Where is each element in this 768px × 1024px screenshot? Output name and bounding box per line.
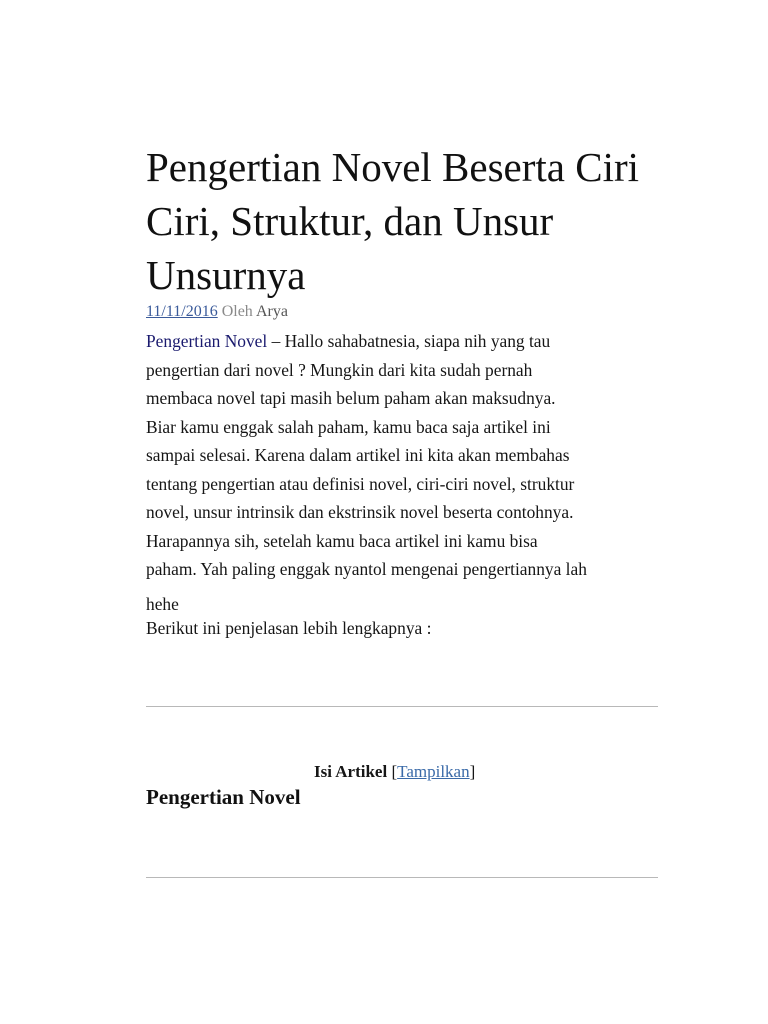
toc-title: Isi Artikel [314,762,388,781]
paragraph-line: Berikut ini penjelasan lebih lengkapnya : [146,618,432,638]
section-divider [146,877,658,878]
paragraph-line: tentang pengertian atau definisi novel, ciri-ciri novel, struktur [146,473,575,494]
section-heading: Pengertian Novel [146,785,301,809]
paragraph-line: hehe [146,593,179,614]
paragraph-line: sampai selesai. Karena dalam artikel ini kita akan membahas [146,445,570,465]
paragraph-line: membaca novel tapi masih belum paham akan maksudnya. [146,388,556,408]
paragraph-line: paham. Yah paling enggak nyantol mengenai pengertiannya lah [146,559,587,579]
paragraph-line [146,327,660,356]
paragraph-line: pengertian dari novel ? Mungkin dari kita sudah pernah [146,359,533,380]
table-of-contents [314,761,475,783]
paragraph-line: Biar kamu enggak salah paham, kamu baca saja artikel ini [146,416,551,437]
paragraph-line-text: – Hallo sahabatnesia, siapa nih yang tau [267,331,551,351]
article-intro-paragraph [146,327,660,643]
author-by-label: Oleh [221,303,253,320]
lead-keyword-link[interactable]: Pengertian Novel [146,331,268,351]
article-meta [146,301,288,323]
article-author[interactable]: Arya [255,303,288,320]
article-title: Pengertian Novel Beserta Ciri Ciri, Struktur, dan Unsur Unsurnya [146,144,640,298]
toc-bracket-close: ] [469,762,476,781]
paragraph-line: novel, unsur intrinsik dan ekstrinsik novel beserta contohnya. [146,502,574,522]
toc-show-toggle[interactable]: Tampilkan [397,762,470,781]
article-date-link[interactable]: 11/11/2016 [146,303,218,320]
section-divider [146,706,658,707]
toc-bracket-open: [ [387,762,398,781]
paragraph-line: Harapannya sih, setelah kamu baca artikel ini kamu bisa [146,530,538,551]
